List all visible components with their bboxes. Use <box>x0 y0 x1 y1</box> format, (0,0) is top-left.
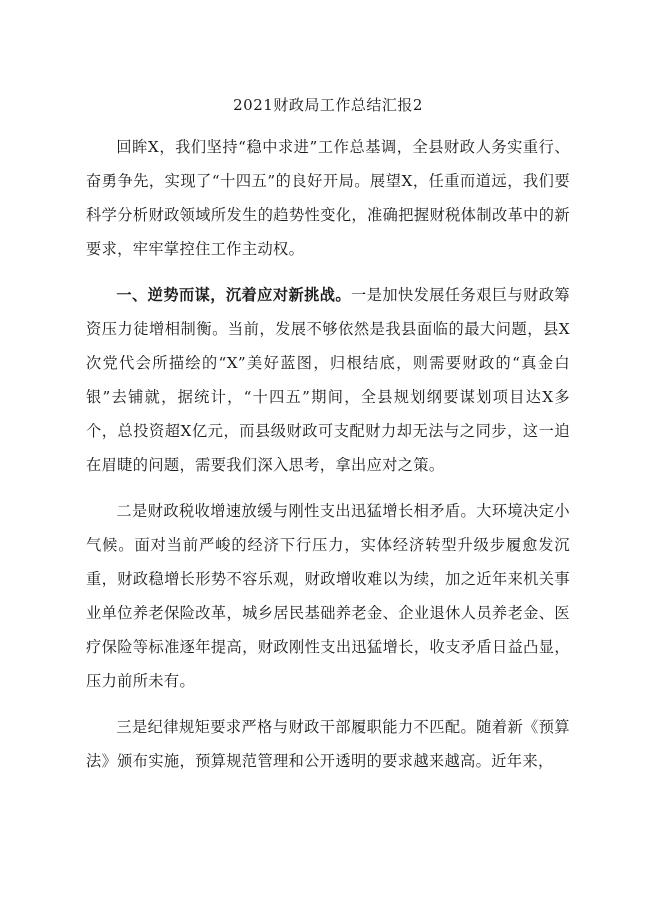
paragraph-text: 二是财政税收增速放缓与刚性支出迅猛增长相矛盾。大环境决定小气候。面对当前严峻的经济下行压力，实体经济转型升级步履愈发沉重，财政稳增长形势不容乐观，财政增收难以为续，加之近年来机关事业单位养老保险改革，城乡居民基础养老金、企业退休人员养老金、医疗保险等标准逐年提高，财政刚性支出迅猛增长，收支矛盾日益凸显，压力前所未有。 <box>86 502 570 690</box>
paragraph-text: 三是纪律规矩要求严格与财政干部履职能力不匹配。随着新《预算法》颁布实施，预算规范管理和公开透明的要求越来越高。近年来， <box>86 718 570 770</box>
paragraph-text: 一是加快发展任务艰巨与财政筹资压力徒增相制衡。当前，发展不够依然是我县面临的最大问题，县X次党代会所描绘的“X”美好蓝图，归根结底，则需要财政的“真金白银”去铺就，据统计，“十四五”期间，全县规划纲要谋划项目达X多个，总投资超X亿元，而县级财政可支配财力却无法与之同步，这一迫在眉睫的问题，需要我们深入思考，拿出应对之策。 <box>86 286 570 474</box>
paragraph-point-three <box>86 710 570 778</box>
section-heading: 一、逆势而谋，沉着应对新挑战。 <box>116 286 352 304</box>
paragraph-point-two <box>86 494 570 698</box>
paragraph-text: 回眸X，我们坚持“稳中求进”工作总基调，全县财政人务实重行、奋勇争先，实现了“十四五”的良好开局。展望X，任重而道远，我们要科学分析财政领域所发生的趋势性变化，准确把握财税体制改革中的新要求，牢牢掌控住工作主动权。 <box>86 138 570 258</box>
paragraph-intro <box>86 130 570 266</box>
paragraph-section-one <box>86 278 570 482</box>
document-page <box>86 94 570 790</box>
document-title: 2021财政局工作总结汇报2 <box>233 96 423 114</box>
